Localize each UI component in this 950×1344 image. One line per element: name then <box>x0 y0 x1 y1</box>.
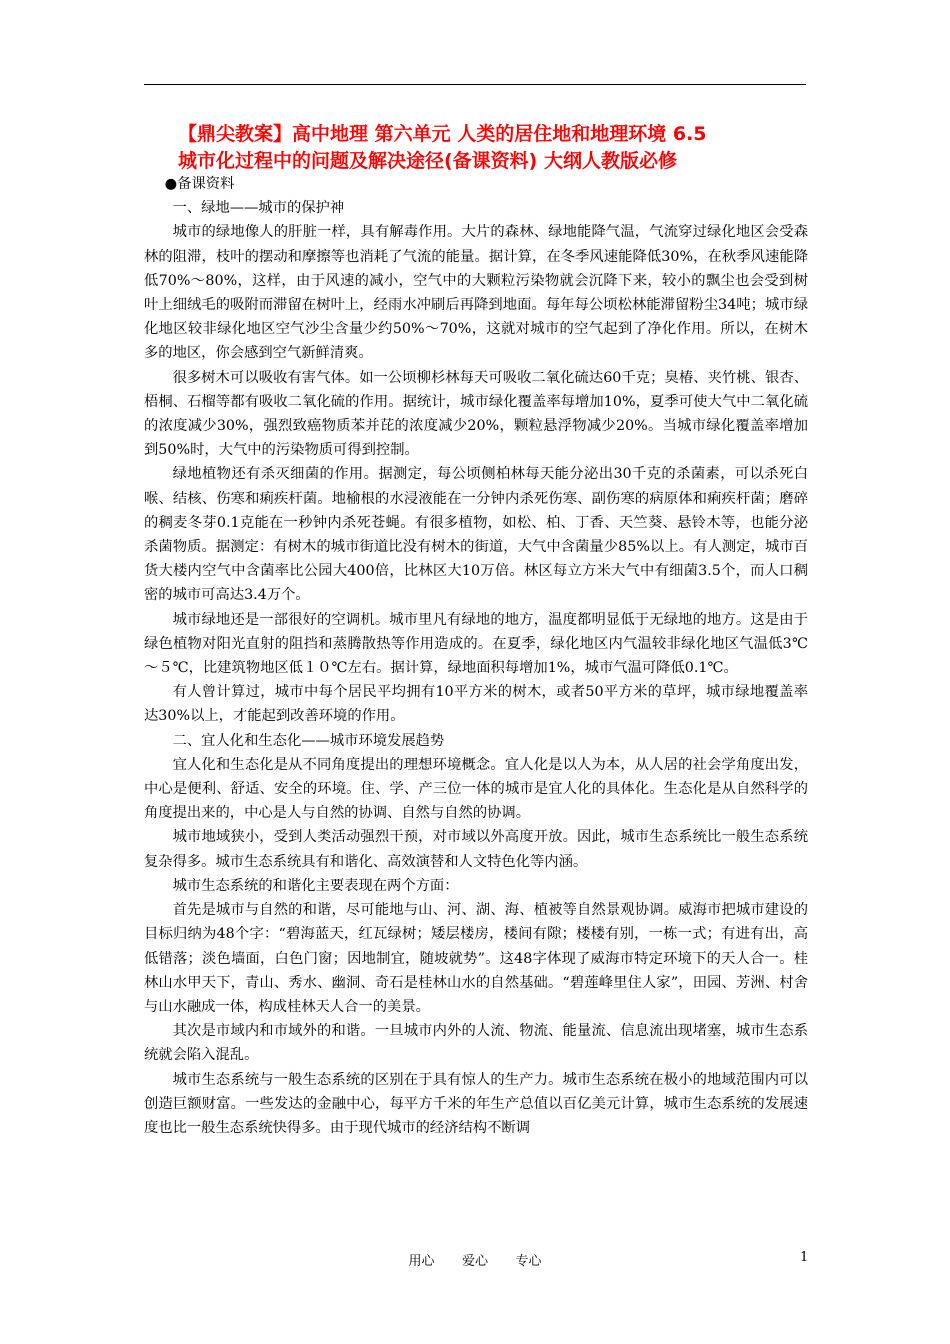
paragraph: 城市生态系统与一般生态系统的区别在于具有惊人的生产力。城市生态系统在极小的地域范围内可以创造巨额财富。一些发达的金融中心，每平方千米的年生产总值以百亿美元计算，城市生态系统的发展速度也比一般生态系统快得多。由于现代城市的经济结构不断调 <box>144 1071 808 1136</box>
paragraph: 绿地植物还有杀灭细菌的作用。据测定，每公顷侧柏林每天能分泌出30千克的杀菌素，可以杀死白喉、结核、伤寒和痢疾杆菌。地榆根的水浸液能在一分钟内杀死伤寒、副伤寒的病原体和痢疾杆菌；磨碎的稠麦冬芽0.1克能在一秒钟内杀死苍蝇。有很多植物，如松、柏、丁香、天竺葵、悬铃木等，也能分泌杀菌物质。据测定：有树木的城市街道比没有树木的街道，大气中含菌量少85%以上。有人测定，城市百货大楼内空气中含菌率比公园大400倍，比林区大10万倍。林区每立方米大气中有细菌3.5个，而人口稠密的城市可高达3.4万个。 <box>144 466 808 604</box>
paragraph: 城市的绿地像人的肝脏一样，具有解毒作用。大片的森林、绿地能降气温，气流穿过绿化地区会受森林的阻滞，枝叶的摆动和摩擦等也消耗了气流的能量。据计算，在冬季风速能降低30%，在秋季风速能降低70%～80%，这样，由于风速的减小，空气中的大颗粒污染物就会沉降下来，较小的飘尘也会受到树叶上细绒毛的吸附而滞留在树叶上，经雨水冲刷后再降到地面。每年每公顷松林能滞留粉尘34吨；城市绿化地区较非绿化地区空气沙尘含量少约50%～70%，这就对城市的空气起到了净化作用。所以，在树木多的地区，你会感到空气新鲜清爽。 <box>144 224 808 362</box>
footer-word-1: 用心 <box>408 1254 435 1269</box>
section-label: ●备课资料 <box>164 176 235 192</box>
paragraph: 首先是城市与自然的和谐，尽可能地与山、河、湖、海、植被等自然景观协调。威海市把城市建设的目标归纳为48个字：“碧海蓝天，红瓦绿树；矮层楼房，楼间有隙；楼楼有别，一栋一式；有进有出，高低错落；淡色墙面，白色门窗；因地制宜，随坡就势”。这48字体现了威海市特定环境下的天人合一。桂林山水甲天下，青山、秀水、幽洞、奇石是桂林山水的自然基础。“碧莲峰里住人家”，田园、芳洲、村舍与山水融成一体，构成桂林天人合一的美景。 <box>144 902 808 1015</box>
page-number: 1 <box>800 1250 809 1265</box>
paragraph: 宜人化和生态化是从不同角度提出的理想环境概念。宜人化是以人为本，从人居的社会学角度出发，中心是便利、舒适、安全的环境。住、学、产三位一体的城市是宜人化的具体化。生态化是从自然科学的角度提出来的，中心是人与自然的协调、自然与自然的协调。 <box>144 756 808 822</box>
paragraph: 有人曾计算过，城市中每个居民平均拥有10平方米的树木，或者50平方米的草坪，城市绿地覆盖率达30%以上，才能起到改善环境的作用。 <box>144 684 808 725</box>
paragraph: 很多树木可以吸收有害气体。如一公顷柳杉林每天可吸收二氧化硫达60千克；臭椿、夹竹桃、银杏、梧桐、石榴等都有吸收二氧化硫的作用。据统计，城市绿化覆盖率每增加10%，夏季可使大气中二氧化硫的浓度减少30%，强烈致癌物质苯并芘的浓度减少20%，颗粒悬浮物减少20%。当城市绿化覆盖率增加到50%时，大气中的污染物质可得到控制。 <box>144 369 808 459</box>
header-rule <box>144 84 806 85</box>
footer-word-2: 爱心 <box>461 1254 488 1269</box>
paragraph: 其次是市域内和市域外的和谐。一旦城市内外的人流、物流、能量流、信息流出现堵塞，城市生态系统就会陷入混乱。 <box>144 1023 808 1064</box>
heading-green-space: 一、绿地——城市的保护神 <box>172 200 345 217</box>
paragraph: 城市生态系统的和谐化主要表现在两个方面： <box>172 877 459 894</box>
title-line-1: 【鼎尖教案】高中地理 第六单元 人类的居住地和地理环境 6.5 <box>178 123 707 145</box>
document-title <box>178 121 818 175</box>
heading-trends: 二、宜人化和生态化——城市环境发展趋势 <box>172 732 445 749</box>
footer-word-3: 专心 <box>515 1254 542 1269</box>
paragraph: 城市地域狭小，受到人类活动强烈干预，对市域以外高度开放。因此，城市生态系统比一般生态系统复杂得多。城市生态系统具有和谐化、高效演替和人文特色化等内涵。 <box>144 829 808 870</box>
title-line-2: 城市化过程中的问题及解决途径(备课资料) 大纲人教版必修 <box>178 150 677 172</box>
paragraph: 城市绿地还是一部很好的空调机。城市里凡有绿地的地方，温度都明显低于无绿地的地方。这是由于绿色植物对阳光直射的阻挡和蒸腾散热等作用造成的。在夏季，绿化地区内气温较非绿化地区气温低3℃～５℃，比建筑物地区低１０℃左右。据计算，绿地面积每增加1%，城市气温可降低0.1℃。 <box>144 611 808 677</box>
document-body <box>144 172 808 1140</box>
